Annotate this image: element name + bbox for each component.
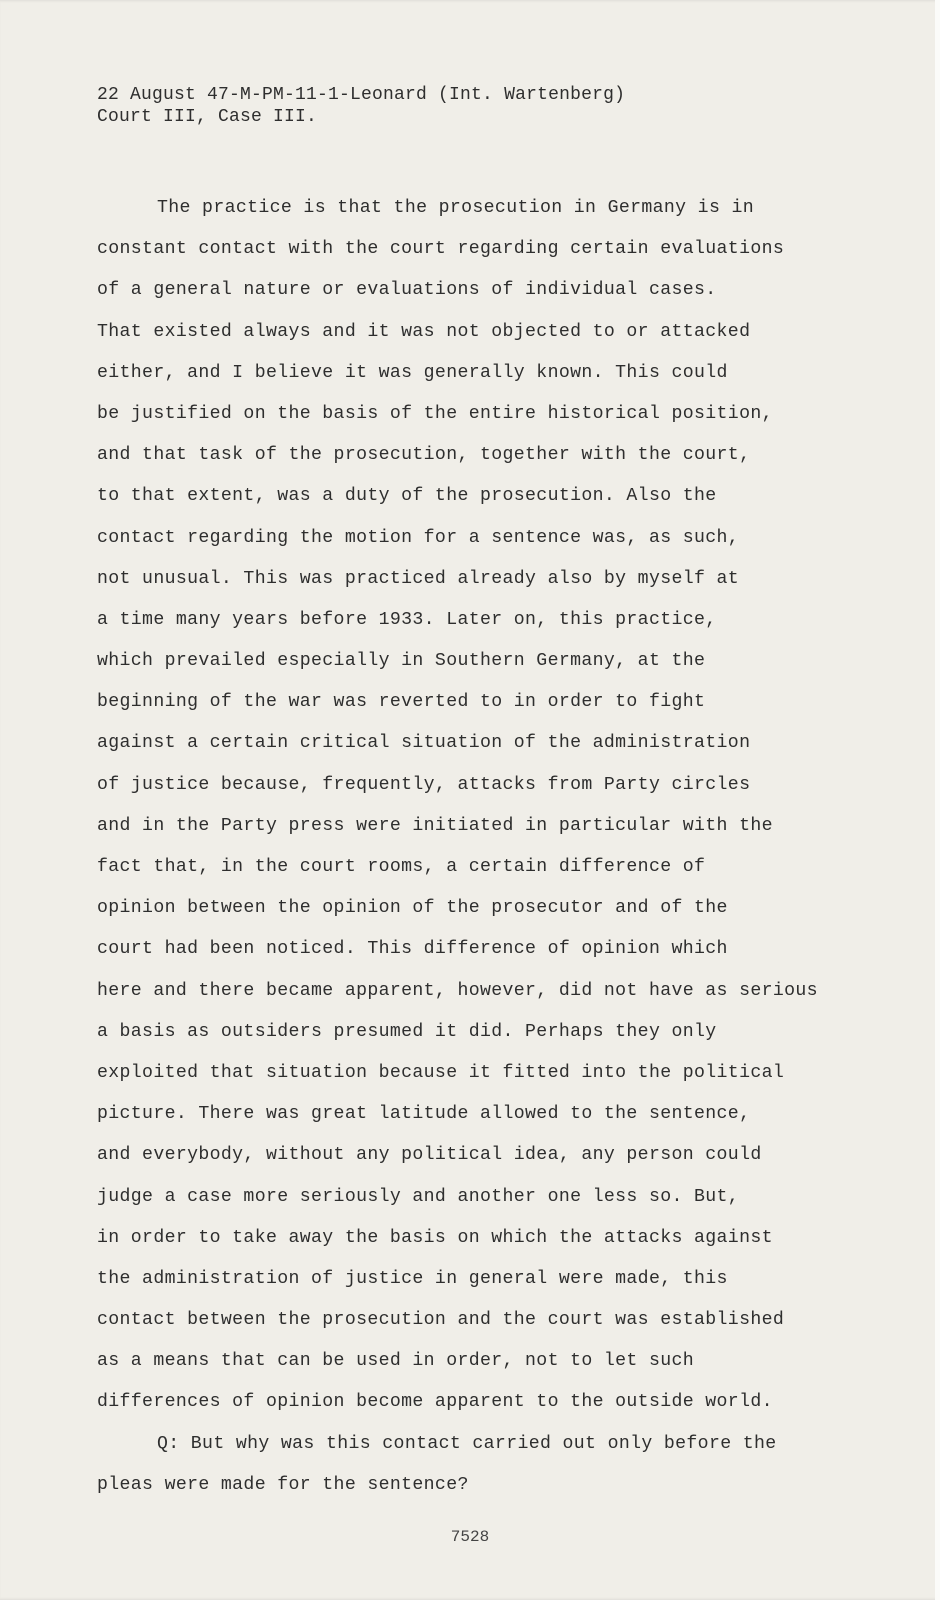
text-line: a basis as outsiders presumed it did. Perhaps they only <box>97 1021 717 1042</box>
text-line: picture. There was great latitude allowed to the sentence, <box>97 1104 751 1125</box>
text-line: judge a case more seriously and another one less so. But, <box>97 1186 740 1207</box>
text-line: of justice because, frequently, attacks from Party circles <box>97 774 751 795</box>
text-line: which prevailed especially in Southern Germany, at the <box>97 651 706 672</box>
text-line: fact that, in the court rooms, a certain difference of <box>97 857 706 877</box>
question-line: Q: But why was this contact carried out only before the <box>157 1433 777 1454</box>
transcript-body <box>97 188 897 1506</box>
text-line: to that extent, was a duty of the prosecution. Also the <box>97 486 717 507</box>
document-header <box>97 84 625 128</box>
text-line: differences of opinion become apparent to the outside world. <box>97 1392 773 1413</box>
text-line: contact between the prosecution and the court was established <box>97 1310 785 1331</box>
text-line: as a means that can be used in order, not to let such <box>97 1351 695 1372</box>
text-line: That existed always and it was not objected to or attacked <box>97 321 751 342</box>
text-line: The practice is that the prosecution in Germany is in <box>157 198 755 218</box>
text-line: and that task of the prosecution, together with the court, <box>97 445 751 466</box>
text-line: court had been noticed. This difference of opinion which <box>97 939 728 960</box>
text-line: exploited that situation because it fitted into the political <box>97 1062 785 1083</box>
text-line: and in the Party press were initiated in particular with the <box>97 815 773 836</box>
header-session-line: 22 August 47-M-PM-11-1-Leonard (Int. Wartenberg) <box>97 85 626 105</box>
page-number: 7528 <box>450 1528 490 1546</box>
text-line: against a certain critical situation of the administration <box>97 733 751 754</box>
text-line: here and there became apparent, however, did not have as serious <box>97 980 818 1001</box>
page-edge <box>935 0 940 1600</box>
text-line: in order to take away the basis on which the attacks against <box>97 1227 773 1248</box>
text-line: the administration of justice in general were made, this <box>97 1268 728 1289</box>
text-line: either, and I believe it was generally known. This could <box>97 362 728 383</box>
header-court-line: Court III, Case III. <box>97 107 318 127</box>
text-line: a time many years before 1933. Later on, this practice, <box>97 609 717 630</box>
text-line: and everybody, without any political idea, any person could <box>97 1145 762 1166</box>
text-line: beginning of the war was reverted to in order to fight <box>97 692 706 713</box>
question-line: pleas were made for the sentence? <box>97 1474 469 1495</box>
text-line: be justified on the basis of the entire historical position, <box>97 403 773 424</box>
text-line: contact regarding the motion for a sentence was, as such, <box>97 527 740 548</box>
text-line: not unusual. This was practiced already also by myself at <box>97 568 740 589</box>
text-line: constant contact with the court regarding certain evaluations <box>97 239 785 260</box>
text-line: of a general nature or evaluations of individual cases. <box>97 280 717 301</box>
text-line: opinion between the opinion of the prosecutor and of the <box>97 898 728 919</box>
